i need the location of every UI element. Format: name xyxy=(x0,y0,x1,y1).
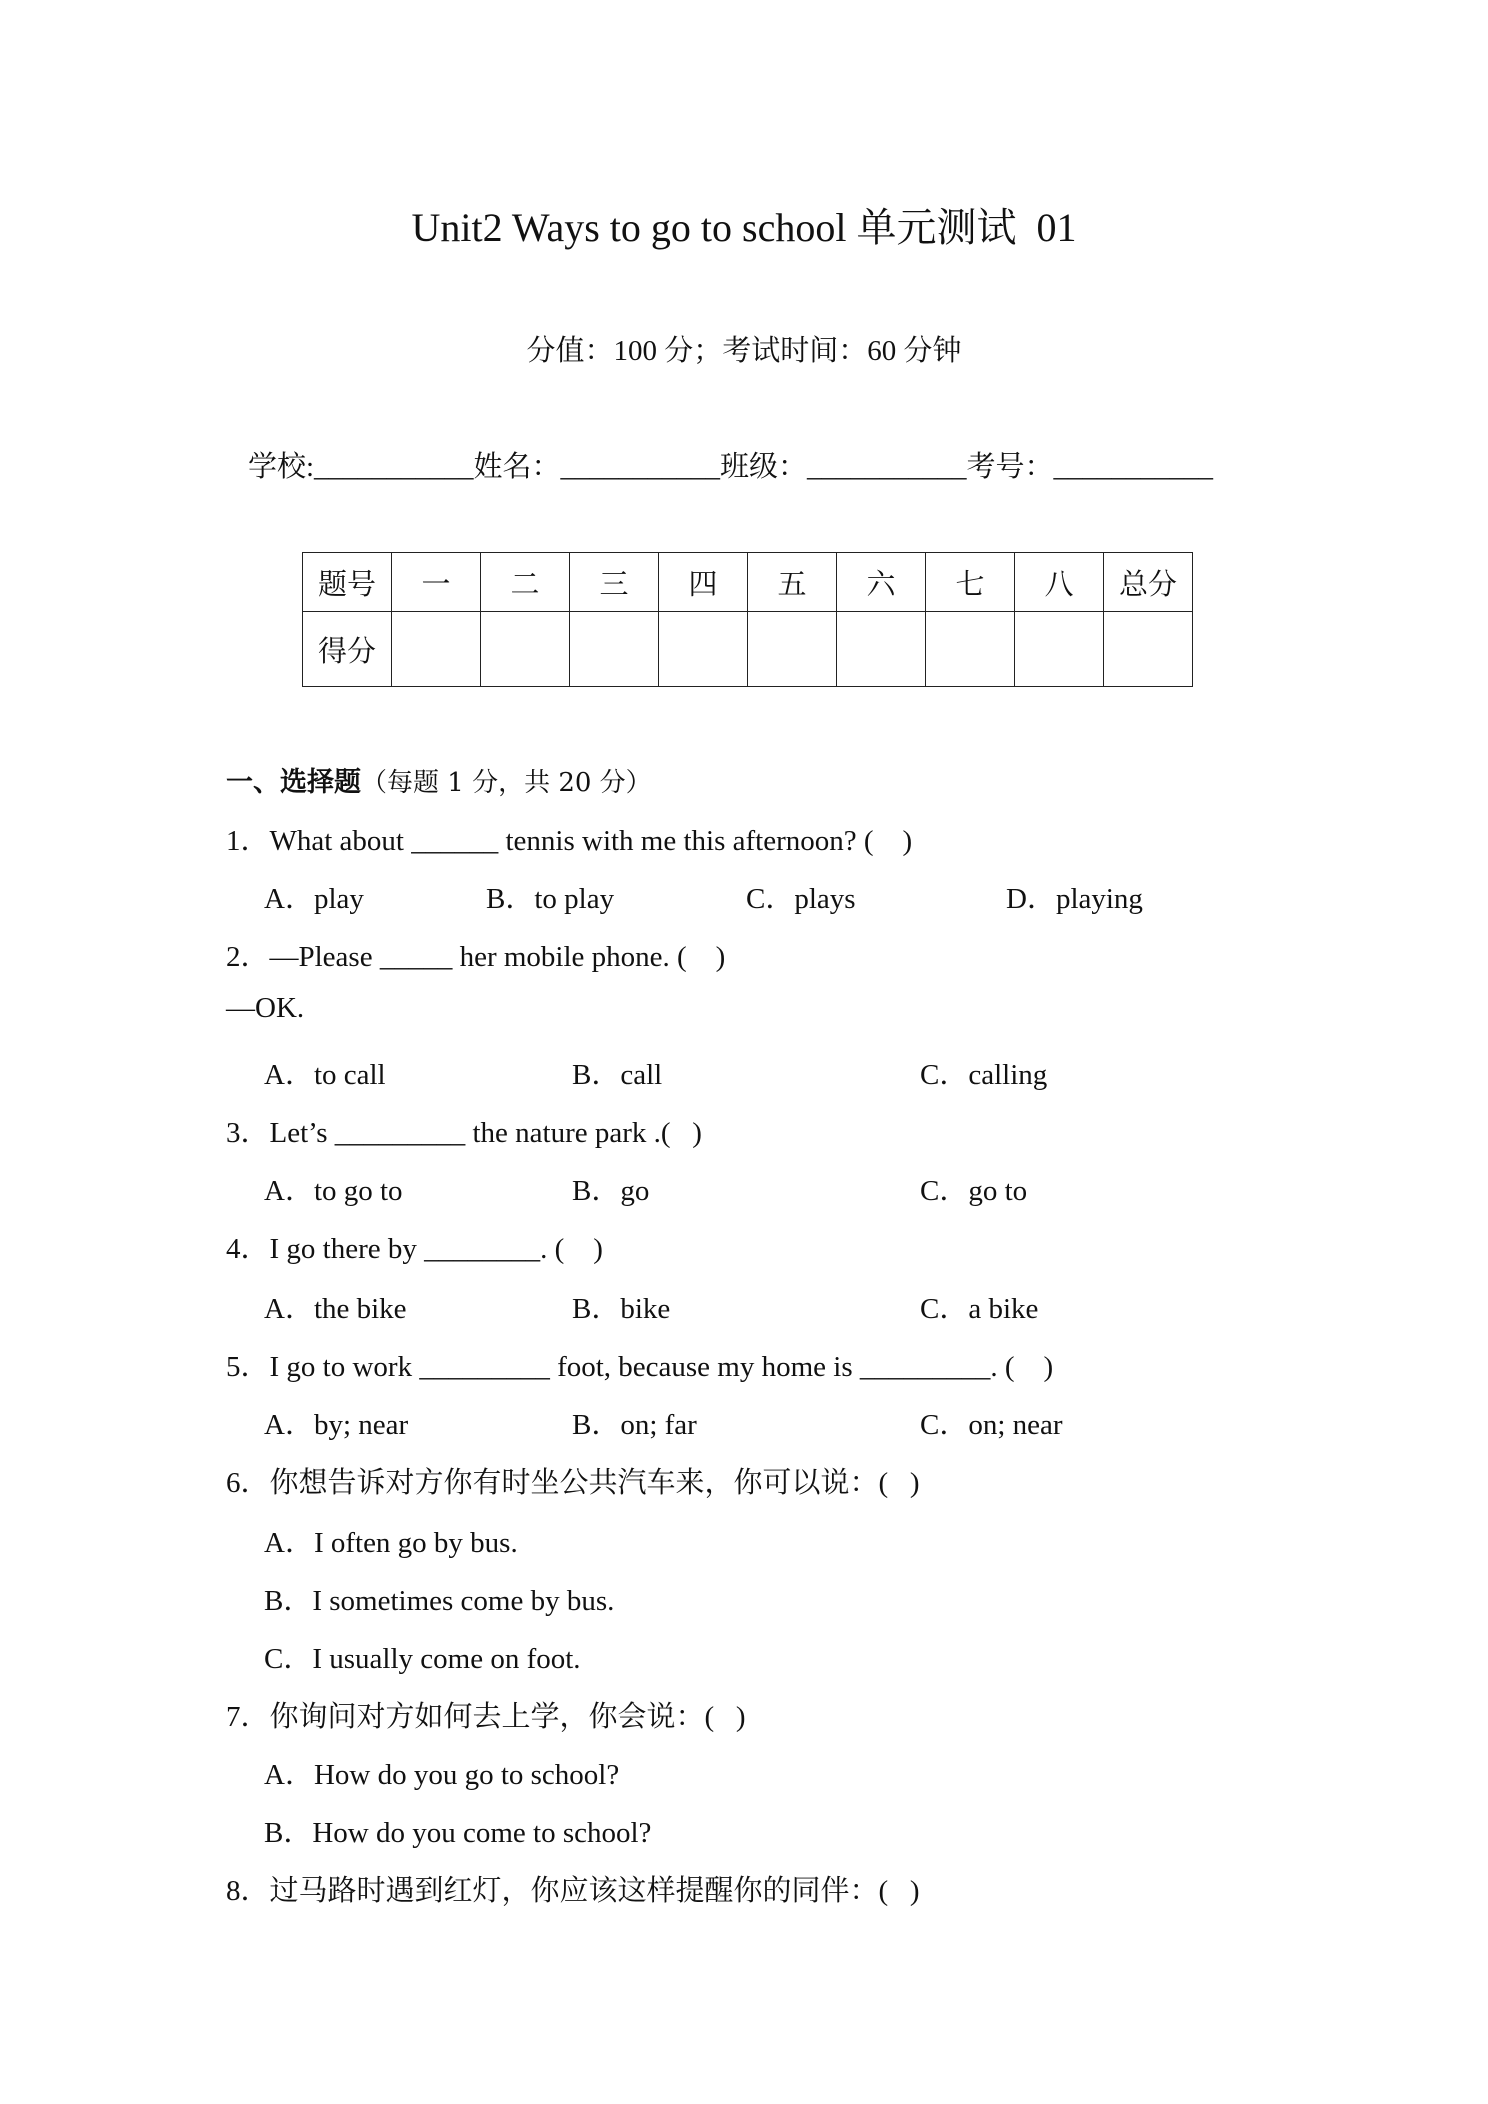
score-table-header-cell: 六 xyxy=(837,553,926,612)
option: A．I often go by bus. xyxy=(264,1527,518,1559)
score-table-header-cell: 三 xyxy=(570,553,659,612)
question-reply: —OK. xyxy=(226,992,305,1024)
score-cell xyxy=(659,612,748,687)
section-heading xyxy=(226,760,652,799)
score-table-header-cell: 一 xyxy=(392,553,481,612)
question: 3．Let’s _________ the nature park .( ) xyxy=(226,1117,702,1149)
option: B．to play xyxy=(486,883,615,915)
score-cell xyxy=(748,612,837,687)
option: A．How do you go to school? xyxy=(264,1759,620,1791)
score-table-header-cell: 八 xyxy=(1015,553,1104,612)
score-table-header-cell: 四 xyxy=(659,553,748,612)
option: B．go xyxy=(572,1175,650,1207)
score-cell xyxy=(481,612,570,687)
score-cell xyxy=(1015,612,1104,687)
student-info-line: 学校:___________姓名：___________班级：___________考号：___________ xyxy=(248,451,1214,483)
option: D．playing xyxy=(1006,883,1143,915)
option: A．play xyxy=(264,883,364,915)
score-cell xyxy=(570,612,659,687)
option: C．go to xyxy=(920,1175,1028,1207)
option: A．the bike xyxy=(264,1293,407,1325)
score-table-header-cell: 二 xyxy=(481,553,570,612)
section-title: 一、选择题 xyxy=(226,767,361,798)
section-note: （每题 1 分，共 20 分） xyxy=(361,768,652,798)
option: A．by; near xyxy=(264,1409,409,1441)
question: 6．你想告诉对方你有时坐公共汽车来，你可以说：( ) xyxy=(226,1467,920,1499)
option: A．to call xyxy=(264,1059,386,1091)
option: C．plays xyxy=(746,883,856,915)
question: 2．—Please _____ her mobile phone. ( ) xyxy=(226,941,726,973)
option: A．to go to xyxy=(264,1175,403,1207)
score-table-header-cell: 题号 xyxy=(303,553,392,612)
score-table-header-cell: 七 xyxy=(926,553,1015,612)
page-title: Unit2 Ways to go to school 单元测试 01 xyxy=(411,205,1077,250)
question: 1．What about ______ tennis with me this afternoon? ( ) xyxy=(226,825,913,857)
score-table-header-cell: 总分 xyxy=(1104,553,1193,612)
question: 8．过马路时遇到红灯，你应该这样提醒你的同伴：( ) xyxy=(226,1875,920,1907)
score-cell xyxy=(1104,612,1193,687)
option: B．bike xyxy=(572,1293,671,1325)
option: C．I usually come on foot. xyxy=(264,1643,581,1675)
score-table-row-label: 得分 xyxy=(303,612,392,687)
question: 4．I go there by ________. ( ) xyxy=(226,1233,603,1265)
option: C．a bike xyxy=(920,1293,1039,1325)
option: B．I sometimes come by bus. xyxy=(264,1585,615,1617)
question: 5．I go to work _________ foot, because my home is _________. ( ) xyxy=(226,1351,1054,1383)
option: C．calling xyxy=(920,1059,1048,1091)
score-cell xyxy=(392,612,481,687)
option: B．call xyxy=(572,1059,663,1091)
score-cell xyxy=(926,612,1015,687)
option: C．on; near xyxy=(920,1409,1063,1441)
option: B．on; far xyxy=(572,1409,697,1441)
score-table xyxy=(302,552,1193,687)
score-time-info: 分值：100 分；考试时间：60 分钟 xyxy=(526,335,962,367)
question: 7．你询问对方如何去上学，你会说：( ) xyxy=(226,1701,746,1733)
option: B．How do you come to school? xyxy=(264,1817,652,1849)
score-cell xyxy=(837,612,926,687)
score-table-header-cell: 五 xyxy=(748,553,837,612)
